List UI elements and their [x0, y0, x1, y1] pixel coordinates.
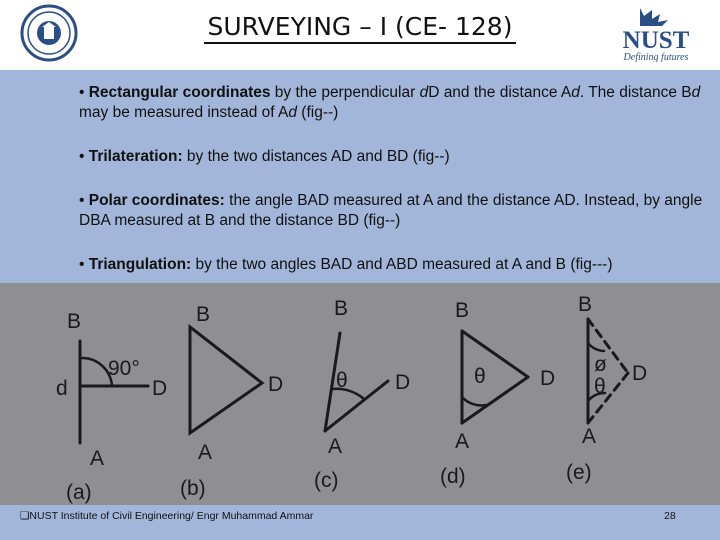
- bullet-polar: • Polar coordinates: the angle BAD measured at A and the distance AD. Instead, by angle DBA measured at B and the distance BD (fig--): [79, 192, 703, 229]
- footer-credit: ❑NUST Institute of Civil Engineering/ Engr Muhammad Ammar: [20, 510, 314, 522]
- page-number: 28: [664, 510, 676, 522]
- panel-a-label: (a): [66, 481, 92, 504]
- panel-a-point-d: D: [152, 377, 168, 400]
- bullet-list: [79, 83, 711, 299]
- panel-c-label: (c): [314, 469, 339, 492]
- bullet-trilateration: • Trilateration: by the two distances AD and BD (fig--): [79, 148, 450, 165]
- panel-c-point-b: B: [334, 297, 349, 320]
- panel-c-point-d: D: [395, 371, 411, 394]
- panel-e-angle-theta: θ: [594, 375, 606, 398]
- panel-e-angle-phi: ø: [594, 353, 607, 376]
- panel-d-point-b: B: [455, 299, 470, 322]
- nust-tagline: Defining futures: [623, 52, 689, 62]
- panel-d-point-d: D: [540, 367, 556, 390]
- panel-d-point-a: A: [455, 430, 470, 453]
- panel-a-point-a: A: [90, 447, 105, 470]
- panel-e-point-b: B: [578, 293, 593, 316]
- panel-b-point-b: B: [196, 303, 211, 326]
- panel-e-label: (e): [566, 461, 592, 484]
- panel-d-angle: θ: [474, 365, 486, 388]
- checkbox-bullet-icon: ❑: [20, 510, 30, 522]
- panel-b-label: (b): [180, 477, 206, 500]
- figure-panel: [0, 283, 720, 505]
- panel-a-angle: 90°: [108, 357, 140, 380]
- panel-d-label: (d): [440, 465, 466, 488]
- panel-b-point-d: D: [268, 373, 284, 396]
- bullet-triangulation: • Triangulation: by the two angles BAD and ABD measured at A and B (fig---): [79, 256, 613, 273]
- slide-header: [0, 0, 720, 70]
- panel-e-point-d: D: [632, 362, 648, 385]
- panel-c-angle: θ: [336, 369, 348, 392]
- slide-title: SURVEYING – I (CE- 128): [0, 12, 720, 41]
- nust-logo: [600, 4, 712, 62]
- bullet-rectangular: • Rectangular coordinates by the perpendicular dD and the distance Ad. The distance Bd may be measured instead of Ad (fig--): [79, 84, 701, 121]
- panel-c-point-a: A: [328, 435, 343, 458]
- nust-brand-text: NUST: [622, 27, 690, 54]
- panel-a-point-d-lower: d: [56, 377, 68, 400]
- location-methods-diagram: [0, 283, 720, 505]
- panel-e-point-a: A: [582, 425, 597, 448]
- panel-b-point-a: A: [198, 441, 213, 464]
- panel-a-point-b: B: [67, 310, 82, 333]
